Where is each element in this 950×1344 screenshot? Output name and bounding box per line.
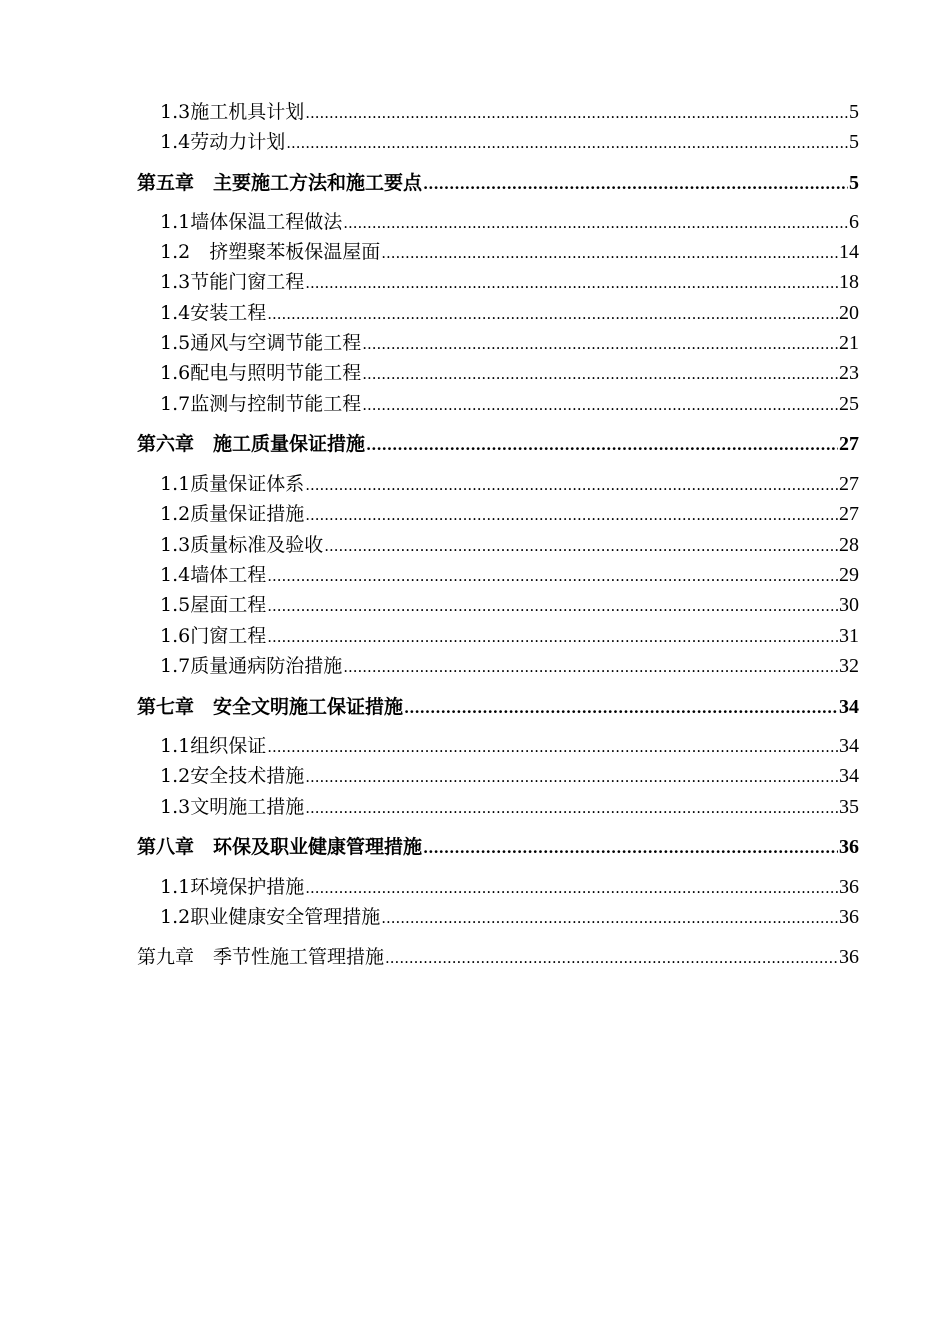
toc-entry-title: 1.3施工机具计划 xyxy=(160,101,305,123)
toc-entry[interactable] xyxy=(160,792,859,822)
toc-entry-title: 1.6配电与照明节能工程 xyxy=(160,362,362,384)
toc-chapter-page: 36 xyxy=(839,946,859,968)
toc-leader-dots xyxy=(423,169,848,199)
toc-entry-page: 6 xyxy=(849,211,859,233)
toc-chapter-entry[interactable] xyxy=(137,832,859,862)
toc-entry-page: 36 xyxy=(839,906,859,928)
toc-leader-dots xyxy=(366,430,838,460)
toc-leader-dots xyxy=(305,873,838,903)
toc-entry[interactable] xyxy=(160,590,859,620)
toc-entry-page: 20 xyxy=(839,302,859,324)
toc-entry[interactable] xyxy=(160,207,859,237)
toc-chapter-entry[interactable] xyxy=(137,692,859,722)
toc-leader-dots xyxy=(362,359,838,389)
toc-entry-title: 1.4劳动力计划 xyxy=(160,131,286,153)
toc-entry-page: 32 xyxy=(839,655,859,677)
toc-leader-dots xyxy=(381,238,838,268)
toc-entry[interactable] xyxy=(160,902,859,932)
toc-entry[interactable] xyxy=(160,237,859,267)
toc-leader-dots xyxy=(404,693,838,723)
toc-entry[interactable] xyxy=(160,651,859,681)
toc-entry-title: 1.5通风与空调节能工程 xyxy=(160,332,362,354)
toc-leader-dots xyxy=(267,591,838,621)
toc-entry-title: 1.3质量标准及验收 xyxy=(160,534,324,556)
toc-entry[interactable] xyxy=(160,872,859,902)
toc-chapter-entry[interactable] xyxy=(137,168,859,198)
toc-entry-title: 1.2安全技术措施 xyxy=(160,765,305,787)
toc-entry-title: 1.4安装工程 xyxy=(160,302,267,324)
toc-entry-page: 35 xyxy=(839,796,859,818)
toc-entry[interactable] xyxy=(160,267,859,297)
toc-entry-page: 27 xyxy=(839,473,859,495)
toc-entry-page: 30 xyxy=(839,594,859,616)
toc-entry[interactable] xyxy=(160,621,859,651)
toc-entry-page: 34 xyxy=(839,735,859,757)
toc-leader-dots xyxy=(305,268,838,298)
toc-entry[interactable] xyxy=(160,761,859,791)
toc-leader-dots xyxy=(423,833,838,863)
toc-leader-dots xyxy=(385,943,838,973)
toc-leader-dots xyxy=(305,98,848,128)
toc-entry-page: 5 xyxy=(849,101,859,123)
toc-leader-dots xyxy=(381,903,838,933)
toc-entry-page: 29 xyxy=(839,564,859,586)
toc-entry-page: 25 xyxy=(839,393,859,415)
toc-chapter-page: 5 xyxy=(849,172,859,194)
toc-entry[interactable] xyxy=(160,560,859,590)
toc-entry[interactable] xyxy=(160,97,859,127)
toc-leader-dots xyxy=(267,299,838,329)
toc-entry[interactable] xyxy=(160,358,859,388)
toc-entry-title: 1.5屋面工程 xyxy=(160,594,267,616)
toc-entry-page: 23 xyxy=(839,362,859,384)
toc-chapter-title: 第六章 施工质量保证措施 xyxy=(137,433,366,455)
toc-entry-title: 1.3节能门窗工程 xyxy=(160,271,305,293)
toc-leader-dots xyxy=(305,793,838,823)
toc-chapter-page: 34 xyxy=(839,696,859,718)
toc-chapter-page: 36 xyxy=(839,836,859,858)
toc-leader-dots xyxy=(267,732,838,762)
toc-entry-title: 1.1质量保证体系 xyxy=(160,473,305,495)
toc-entry-title: 1.2 挤塑聚苯板保温屋面 xyxy=(160,241,381,263)
toc-leader-dots xyxy=(362,329,838,359)
toc-leader-dots xyxy=(362,390,838,420)
toc-leader-dots xyxy=(343,652,838,682)
toc-entry-page: 34 xyxy=(839,765,859,787)
toc-leader-dots xyxy=(267,622,838,652)
toc-leader-dots xyxy=(305,470,838,500)
toc-entry-title: 1.1墙体保温工程做法 xyxy=(160,211,343,233)
toc-leader-dots xyxy=(267,561,838,591)
toc-chapter-title: 第五章 主要施工方法和施工要点 xyxy=(137,172,423,194)
toc-entry[interactable] xyxy=(160,298,859,328)
toc-entry[interactable] xyxy=(160,530,859,560)
toc-entry[interactable] xyxy=(160,731,859,761)
toc-entry-page: 5 xyxy=(849,131,859,153)
toc-leader-dots xyxy=(305,500,838,530)
toc-chapter-title: 第九章 季节性施工管理措施 xyxy=(137,946,385,968)
toc-entry[interactable] xyxy=(160,389,859,419)
toc-entry-title: 1.2质量保证措施 xyxy=(160,503,305,525)
toc-entry-page: 31 xyxy=(839,625,859,647)
toc-entry-title: 1.2职业健康安全管理措施 xyxy=(160,906,381,928)
toc-entry-title: 1.3文明施工措施 xyxy=(160,796,305,818)
toc-entry-title: 1.1环境保护措施 xyxy=(160,876,305,898)
toc-entry[interactable] xyxy=(160,328,859,358)
toc-entry[interactable] xyxy=(160,469,859,499)
toc-chapter-page: 27 xyxy=(839,433,859,455)
toc-leader-dots xyxy=(324,531,838,561)
toc-leader-dots xyxy=(305,762,838,792)
toc-entry-title: 1.7监测与控制节能工程 xyxy=(160,393,362,415)
toc-entry-page: 21 xyxy=(839,332,859,354)
toc-entry-page: 36 xyxy=(839,876,859,898)
toc-entry[interactable] xyxy=(160,499,859,529)
toc-leader-dots xyxy=(286,128,848,158)
toc-entry-title: 1.1组织保证 xyxy=(160,735,267,757)
toc-leader-dots xyxy=(343,208,848,238)
toc-chapter-title: 第八章 环保及职业健康管理措施 xyxy=(137,836,423,858)
toc-entry-page: 28 xyxy=(839,534,859,556)
toc-entry-title: 1.4墙体工程 xyxy=(160,564,267,586)
toc-entry[interactable] xyxy=(160,127,859,157)
toc-entry-title: 1.6门窗工程 xyxy=(160,625,267,647)
toc-entry-title: 1.7质量通病防治措施 xyxy=(160,655,343,677)
toc-entry-page: 14 xyxy=(839,241,859,263)
toc-entry-page: 18 xyxy=(839,271,859,293)
toc-chapter-entry[interactable] xyxy=(137,429,859,459)
toc-chapter-title: 第七章 安全文明施工保证措施 xyxy=(137,696,404,718)
toc-chapter-entry[interactable] xyxy=(137,942,859,972)
toc-entry-page: 27 xyxy=(839,503,859,525)
